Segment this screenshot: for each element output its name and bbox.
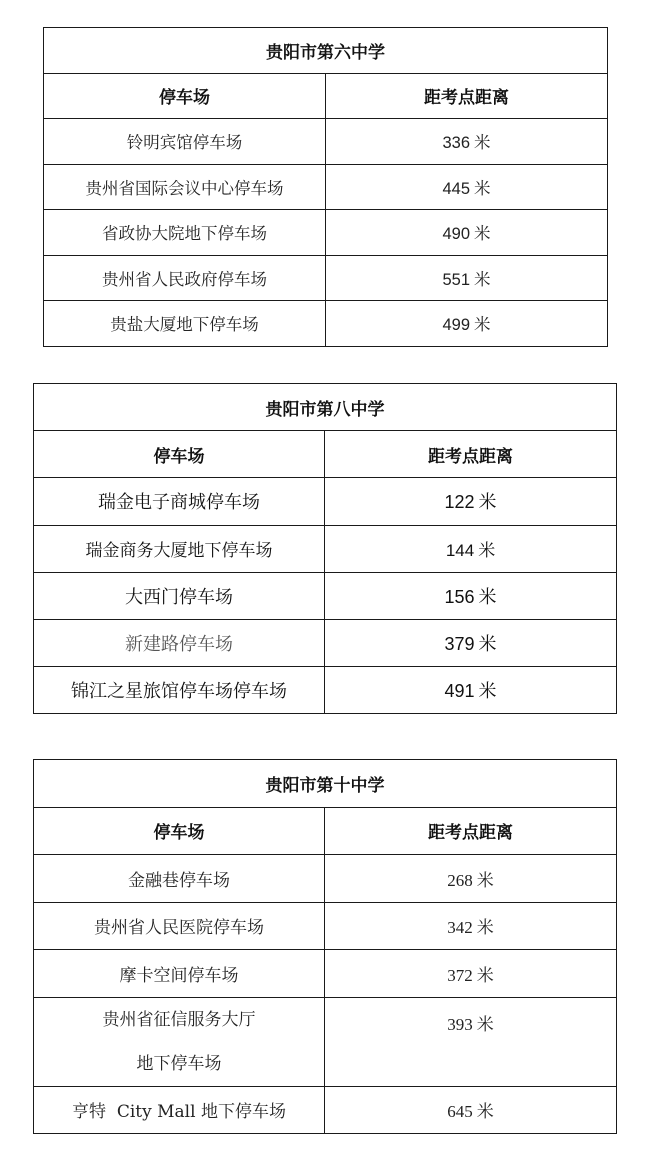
distance-value: 336 <box>442 134 471 153</box>
distance-value: 156 <box>444 586 475 607</box>
parking-table-sixth-middle-school <box>43 27 608 347</box>
distance-cell <box>325 525 617 572</box>
distance-cell <box>325 572 617 619</box>
distance-cell <box>325 667 617 714</box>
parking-table-eighth-middle-school <box>33 383 617 714</box>
table-title-row <box>34 384 617 431</box>
distance-cell <box>326 301 608 347</box>
parking-name-line1: 贵州省征信服务大厅 <box>102 1009 256 1030</box>
distance-cell <box>325 1086 617 1134</box>
table-row <box>34 902 617 950</box>
table-row <box>44 210 608 256</box>
table-row <box>34 572 617 619</box>
distance-value: 490 <box>442 225 471 244</box>
table-row <box>34 1086 617 1134</box>
table-row <box>34 950 617 998</box>
distance-value: 144 <box>445 541 475 561</box>
table-row <box>34 667 617 714</box>
distance-value: 499 <box>442 316 471 335</box>
distance-unit: 米 <box>478 634 497 656</box>
distance-value: 491 <box>444 681 475 702</box>
distance-value: 342 <box>447 918 473 938</box>
distance-cell <box>326 255 608 301</box>
distance-value: 268 <box>447 870 473 890</box>
distance-unit: 米 <box>476 870 494 891</box>
distance-unit: 米 <box>474 315 491 335</box>
parking-name: 亨特 City Mall 地下停车场 <box>34 1086 325 1134</box>
table-title-row <box>34 760 617 808</box>
parking-name: 锦江之星旅馆停车场停车场 <box>34 667 325 714</box>
table-header-row <box>44 73 608 119</box>
table-row <box>34 997 617 1086</box>
parking-name: 金融巷停车场 <box>34 855 325 903</box>
table-row <box>44 255 608 301</box>
distance-cell <box>325 902 617 950</box>
distance-unit: 米 <box>478 541 496 562</box>
table-row <box>44 164 608 210</box>
parking-name <box>34 997 325 1086</box>
distance-value: 372 <box>447 965 473 985</box>
distance-cell <box>325 478 617 525</box>
table-row <box>34 478 617 525</box>
parking-table-tenth-middle-school <box>33 759 617 1134</box>
table-row <box>34 619 617 666</box>
school-title: 贵阳市第十中学 <box>34 760 617 808</box>
table-header-row <box>34 431 617 478</box>
table-title-row <box>44 28 608 74</box>
distance-unit: 米 <box>476 965 494 986</box>
table-row <box>34 855 617 903</box>
column-header-parking: 停车场 <box>34 431 325 478</box>
distance-cell <box>326 119 608 165</box>
parking-name: 瑞金电子商城停车场 <box>34 478 325 525</box>
distance-value: 645 <box>447 1102 473 1122</box>
column-header-distance: 距考点距离 <box>326 73 608 119</box>
parking-name: 省政协大院地下停车场 <box>44 210 326 256</box>
table-row <box>34 525 617 572</box>
parking-name-line2: 地下停车场 <box>136 1053 222 1074</box>
distance-unit: 米 <box>474 224 491 244</box>
distance-cell <box>325 997 617 1086</box>
parking-name: 贵盐大厦地下停车场 <box>44 301 326 347</box>
distance-value: 122 <box>444 492 475 513</box>
school-title: 贵阳市第八中学 <box>34 384 617 431</box>
parking-name: 新建路停车场 <box>34 619 325 666</box>
parking-name: 贵州省国际会议中心停车场 <box>44 164 326 210</box>
parking-name: 瑞金商务大厦地下停车场 <box>34 525 325 572</box>
distance-unit: 米 <box>476 1014 494 1035</box>
distance-unit: 米 <box>474 133 491 153</box>
distance-unit: 米 <box>474 178 491 198</box>
school-title: 贵阳市第六中学 <box>44 28 608 74</box>
parking-name: 大西门停车场 <box>34 572 325 619</box>
distance-unit: 米 <box>478 681 497 703</box>
column-header-parking: 停车场 <box>44 73 326 119</box>
table-row <box>44 119 608 165</box>
distance-cell <box>325 950 617 998</box>
column-header-distance: 距考点距离 <box>325 431 617 478</box>
distance-value: 445 <box>442 179 471 198</box>
table-header-row <box>34 807 617 855</box>
distance-value: 393 <box>447 1014 473 1034</box>
distance-cell <box>325 619 617 666</box>
distance-cell <box>326 210 608 256</box>
distance-unit: 米 <box>478 586 497 608</box>
table-row <box>44 301 608 347</box>
distance-cell <box>326 164 608 210</box>
distance-cell <box>325 855 617 903</box>
parking-name: 铃明宾馆停车场 <box>44 119 326 165</box>
distance-value: 379 <box>444 634 475 655</box>
distance-unit: 米 <box>474 269 491 289</box>
parking-name: 贵州省人民政府停车场 <box>44 255 326 301</box>
distance-value: 551 <box>442 270 471 289</box>
distance-unit: 米 <box>476 1102 494 1123</box>
distance-unit: 米 <box>476 918 494 939</box>
distance-unit: 米 <box>478 492 497 514</box>
column-header-parking: 停车场 <box>34 807 325 855</box>
parking-name: 贵州省人民医院停车场 <box>34 902 325 950</box>
parking-name: 摩卡空间停车场 <box>34 950 325 998</box>
column-header-distance: 距考点距离 <box>325 807 617 855</box>
